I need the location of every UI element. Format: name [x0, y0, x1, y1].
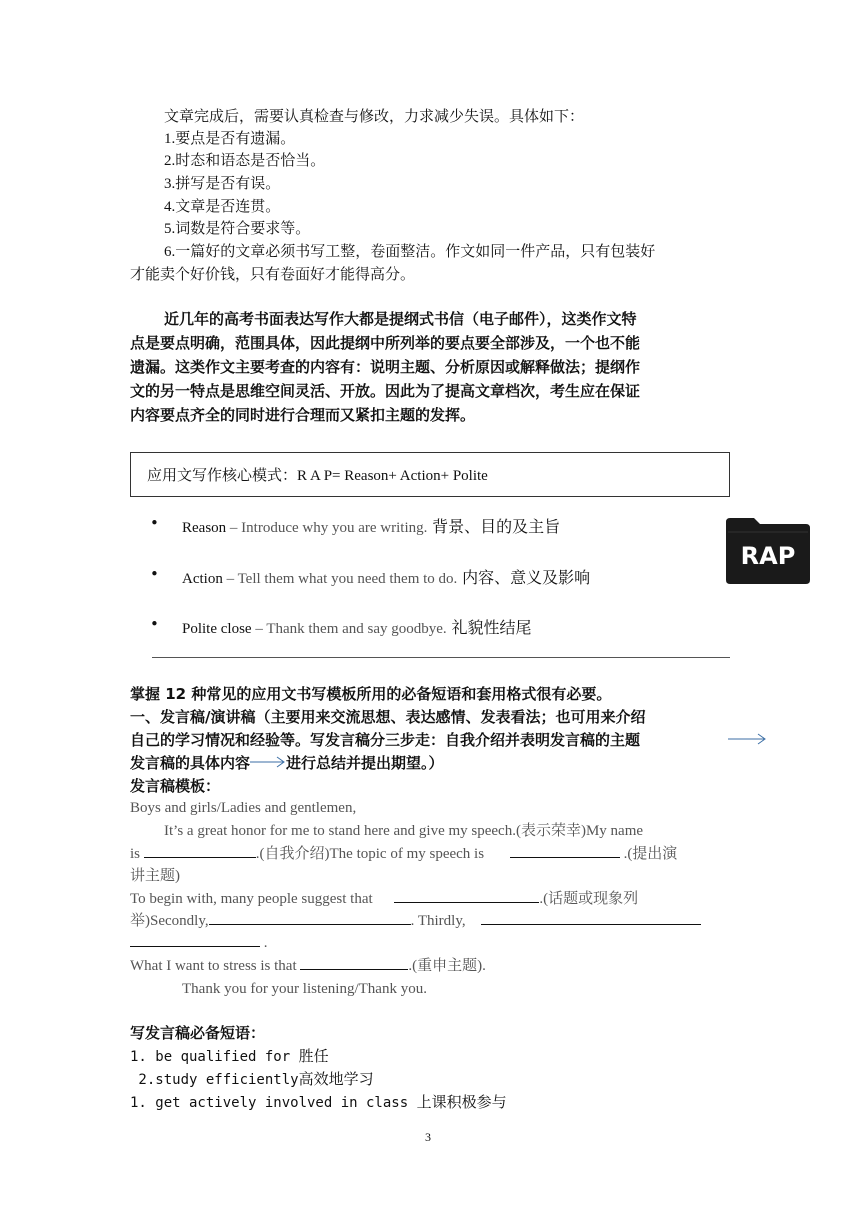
bullet-dash: – [251, 621, 267, 637]
overview-line: 文的另一特点是思维空间灵活、开放。因此为了提高文章档次，考生应在保证 [130, 384, 641, 400]
bullet-dot-icon: • [150, 514, 159, 532]
speech-heading-line: 自己的学习情况和经验等。写发言稿分三步走：自我介绍并表明发言稿的主题 [130, 731, 641, 749]
core-model-text [147, 464, 488, 485]
fill-in-blank[interactable] [144, 843, 256, 858]
core-model-box [130, 452, 730, 497]
bullet-cn: 内容、意义及影响 [462, 568, 591, 587]
revision-item: 5.词数是符合要求等。 [164, 221, 311, 237]
speech-heading-line: 一、发言稿/演讲稿（主要用来交流思想、表达感情、发表看法；也可用来介绍 [130, 708, 646, 726]
phrase-item [130, 1045, 329, 1068]
template-greeting: Boys and girls/Ladies and gentlemen, [130, 800, 357, 816]
rap-folder-icon [722, 514, 814, 586]
bullet-term: Polite close [182, 621, 252, 637]
template-text: To begin with, many people suggest that [130, 891, 373, 907]
revision-item: 1.要点是否有遗漏。 [164, 131, 296, 147]
phrase-cn: 胜任 [298, 1047, 329, 1065]
fill-in-blank[interactable] [481, 910, 701, 925]
fill-in-blank[interactable] [394, 888, 539, 903]
core-model-label: 应用文写作核心模式： [147, 468, 298, 484]
fill-in-blank[interactable] [209, 910, 411, 925]
rap-bullet-polite [150, 615, 532, 638]
fill-in-blank[interactable] [300, 955, 408, 970]
speech-heading-line3 [130, 752, 444, 774]
template-line: 讲主题) [130, 868, 180, 884]
bullet-dot-icon: • [150, 615, 159, 633]
revision-item: 3.拼写是否有误。 [164, 176, 281, 192]
template-line [130, 843, 677, 865]
phrases-title: 写发言稿必备短语： [130, 1024, 266, 1042]
bullet-cn: 礼貌性结尾 [451, 618, 532, 637]
phrase-item [130, 1068, 374, 1091]
rap-icon-label: RAP [740, 542, 796, 570]
phrase-cn: 高效地学习 [298, 1070, 374, 1088]
overview-line: 点是要点明确，范围具体，因此提纲中所列举的要点要全部涉及，一个也不能 [130, 336, 641, 352]
overview-line: 遗漏。这类作文主要考查的内容有：说明主题、分析原因或解释做法；提纲作 [130, 360, 641, 376]
bullet-dash: – [222, 571, 238, 587]
bullet-en: Introduce why you are writing. [241, 520, 428, 536]
speech-heading-part: 发言稿的具体内容 [130, 754, 251, 772]
arrow-icon [728, 731, 768, 747]
phrase-item [130, 1091, 507, 1114]
bullet-cn: 背景、目的及主旨 [432, 517, 561, 536]
template-text: .(自我介绍)The topic of my speech is [255, 846, 485, 862]
template-line [130, 932, 268, 954]
template-text: . Thirdly, [410, 913, 466, 929]
model-title: 发言稿模板： [130, 777, 221, 795]
speech-heading-part: 进行总结并提出期望。） [286, 754, 444, 772]
phrase-cn: 上课积极参与 [416, 1093, 507, 1111]
phrase-en: 1. be qualified for [130, 1049, 299, 1065]
phrase-en: 1. get actively involved in class [130, 1095, 417, 1111]
template-line: It’s a great honor for me to stand here and give my speech.(表示荣幸)My name [164, 823, 644, 839]
template-text: .(重申主题). [408, 958, 486, 974]
template-text: .(话题或现象列 [539, 891, 639, 907]
core-model-formula: R A P= Reason+ Action+ Polite [297, 468, 488, 484]
template-text: What I want to stress is that [130, 958, 297, 974]
template-text: 举)Secondly, [130, 913, 209, 929]
revision-item: 6.一篇好的文章必须书写工整，卷面整洁。作文如同一件产品，只有包装好 [164, 244, 656, 260]
template-line [130, 888, 638, 910]
divider [152, 657, 730, 658]
bullet-en: Thank them and say goodbye. [266, 621, 447, 637]
template-line [130, 955, 486, 977]
bullet-term: Action [182, 571, 223, 587]
template-line [130, 910, 701, 932]
bullet-en: Tell them what you need them to do. [237, 571, 458, 587]
bullet-dot-icon: • [150, 565, 159, 583]
template-text: .(提出演 [623, 846, 678, 862]
phrase-en: 2.study efficiently [130, 1072, 299, 1088]
revision-intro: 文章完成后，需要认真检查与修改，力求减少失误。具体如下： [164, 109, 585, 125]
template-text: . [263, 935, 268, 951]
bullet-term: Reason [182, 520, 227, 536]
templates-intro: 掌握 12 种常见的应用文书写模板所用的必备短语和套用格式很有必要。 [130, 685, 612, 703]
template-text: is [130, 846, 141, 862]
revision-item: 2.时态和语态是否恰当。 [164, 153, 326, 169]
revision-item: 才能卖个好价钱，只有卷面好才能得高分。 [130, 267, 416, 283]
rap-bullet-reason [150, 514, 561, 537]
rap-bullet-action [150, 565, 591, 588]
bullet-dash: – [226, 520, 242, 536]
fill-in-blank[interactable] [130, 932, 260, 947]
overview-line: 内容要点齐全的同时进行合理而又紧扣主题的发挥。 [130, 408, 476, 424]
revision-item: 4.文章是否连贯。 [164, 199, 281, 215]
overview-line: 近几年的高考书面表达写作大都是提纲式书信（电子邮件），这类作文特 [164, 312, 637, 328]
arrow-icon [250, 755, 286, 769]
page-number: 3 [425, 1130, 431, 1144]
fill-in-blank[interactable] [510, 843, 620, 858]
template-closing: Thank you for your listening/Thank you. [182, 981, 427, 997]
